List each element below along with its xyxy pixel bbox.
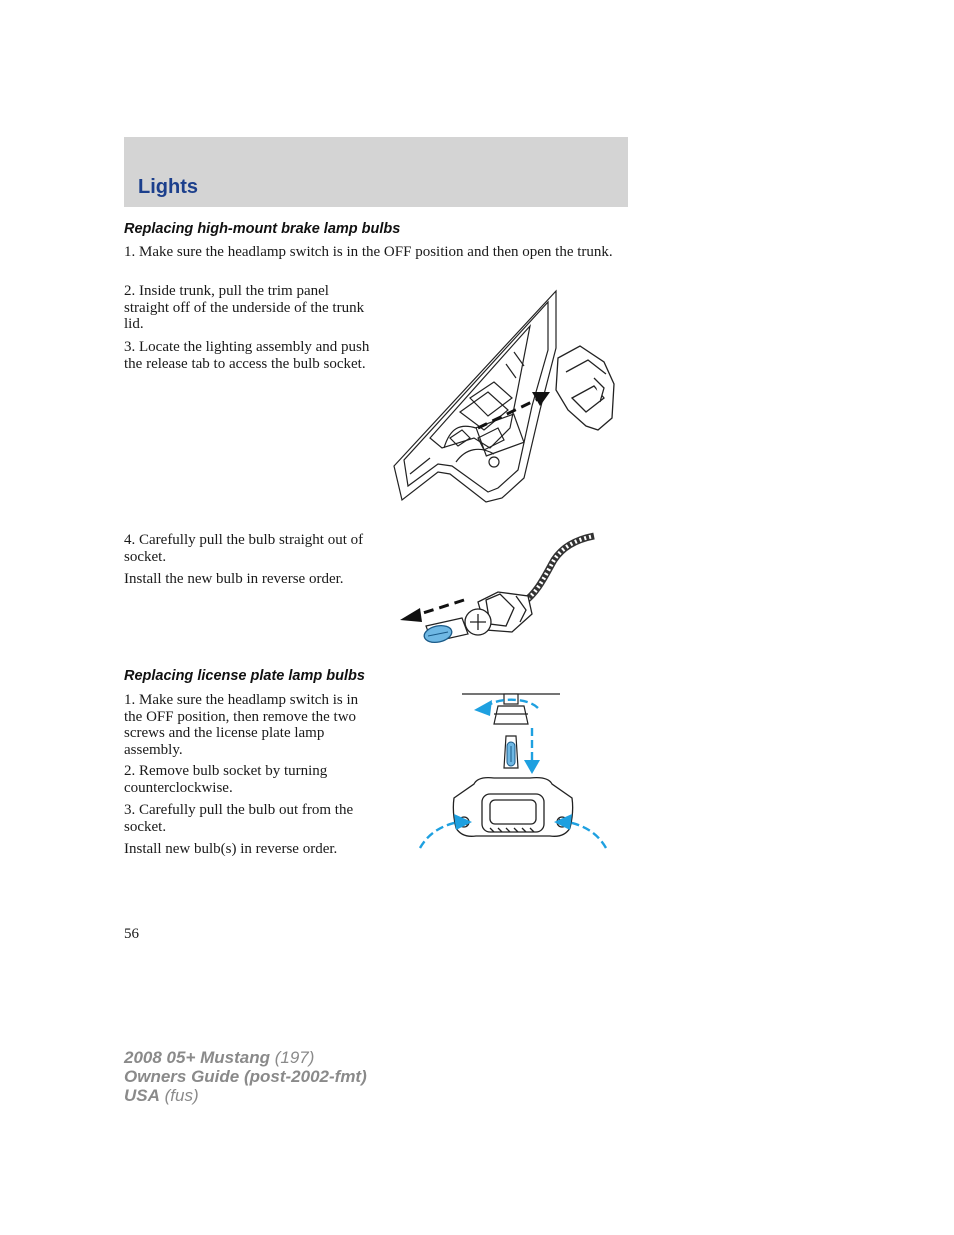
license-plate-lamp-illustration [414,688,612,854]
section-heading-license-plate: Replacing license plate lamp bulbs [124,668,365,684]
step-1-high-mount: 1. Make sure the headlamp switch is in the OFF position and then open the trunk. [124,244,613,260]
high-mount-brake-lamp-assembly-illustration [390,288,620,510]
step-1-license-plate: 1. Make sure the headlamp switch is in the OFF position, then remove the two screws and the license plate lamp assembly. [124,692,359,758]
step-4-high-mount: 4. Carefully pull the bulb straight out of socket. [124,532,364,565]
install-note-high-mount: Install the new bulb in reverse order. [124,571,344,587]
step-2-high-mount: 2. Inside trunk, pull the trim panel straight off of the underside of the trunk lid. [124,283,365,332]
bulb-socket-removal-illustration [396,530,602,654]
step-3-high-mount: 3. Locate the lighting assembly and push the release tab to access the bulb socket. [124,339,370,372]
footer-line-1: 2008 05+ Mustang (197) [124,1048,315,1067]
page-title: Lights [138,176,198,198]
step-3-license-plate: 3. Carefully pull the bulb out from the socket. [124,802,354,835]
install-note-license-plate: Install new bulb(s) in reverse order. [124,841,338,857]
section-heading-high-mount: Replacing high-mount brake lamp bulbs [124,221,401,237]
footer-line-3: USA (fus) [124,1086,199,1105]
footer-line-2: Owners Guide (post-2002-fmt) [124,1067,367,1086]
header-band [124,137,628,207]
document-footer [124,1048,367,1105]
step-2-license-plate: 2. Remove bulb socket by turning counterclockwise. [124,763,328,796]
page-number: 56 [124,926,139,942]
